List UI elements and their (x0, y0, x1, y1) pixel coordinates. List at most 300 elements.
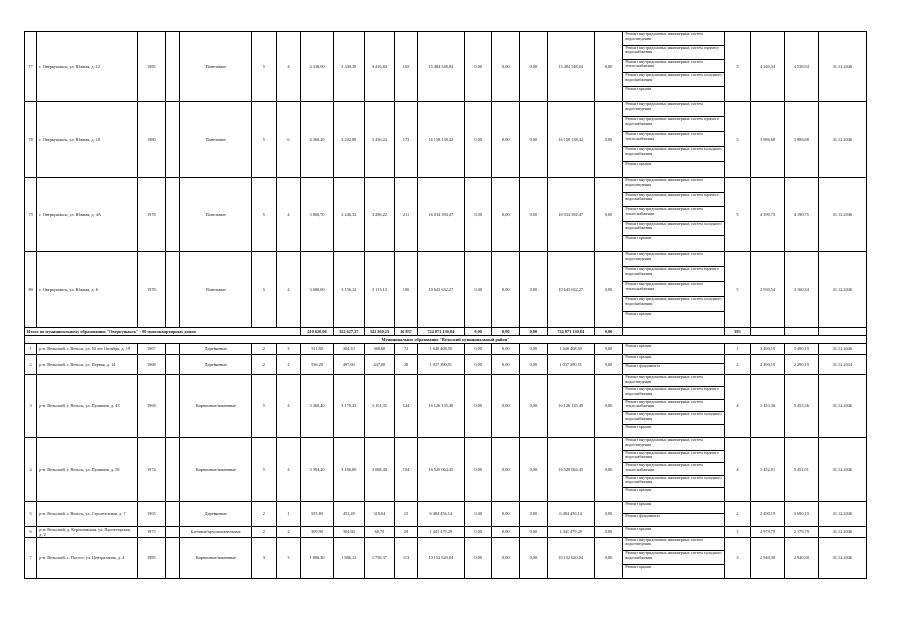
cell-address: р-н. Вельский, г. Вельск, ул. Пушкина, д. 58 (37, 437, 137, 501)
cell-z1: 0,00 (464, 374, 492, 437)
total-cell-empty (784, 327, 818, 335)
table-body (25, 32, 867, 579)
cell-z4: 0,00 (594, 537, 623, 578)
cell-year: 1980 (137, 101, 166, 177)
cell-a1: 3 360,40 (301, 374, 334, 437)
cell-address: р-н. Вельский, г. Вельск, ул. Первая, д. 14 (37, 354, 137, 374)
cell-material: Кирпичные/каменные (180, 437, 252, 501)
table-row (25, 101, 867, 177)
cell-entrances: 4 (276, 32, 301, 102)
empty-cell (166, 251, 180, 327)
cell-res: 124 (395, 374, 418, 437)
cell-a1: 309,90 (301, 526, 334, 537)
cell-floors: 3 (252, 537, 277, 578)
cell-z3: 0,00 (520, 343, 548, 354)
cell-p2: 5 452,01 (784, 437, 818, 501)
cell-entrances: 3 (276, 537, 301, 578)
repair-works-cell (623, 537, 724, 578)
cell-z2: 0,00 (492, 526, 520, 537)
cell-a1: 511,60 (301, 343, 334, 354)
cell-k: 5 (724, 177, 751, 251)
cell-res: 113 (395, 537, 418, 578)
cell-a3: 3 113,13 (364, 251, 395, 327)
cell-a3: 447,00 (364, 354, 395, 374)
cell-entrances: 4 (276, 374, 301, 437)
total-cell-res: 16 837 (395, 327, 418, 335)
table-row (25, 177, 867, 251)
cell-year: 1985 (137, 32, 166, 102)
cell-a1: 3 860,70 (301, 177, 334, 251)
cell-floors: 5 (252, 101, 277, 177)
table-row (25, 501, 867, 526)
cell-p1: 3 490,19 (751, 343, 785, 354)
cell-material: Кирпичные/каменные (180, 537, 252, 578)
repair-work-item: Ремонт крыши (625, 564, 652, 569)
cell-a2: 1 686,12 (333, 537, 364, 578)
empty-cell (166, 101, 180, 177)
cell-date: 31.12.2046 (818, 177, 866, 251)
repair-work-item: Ремонт внутридомовых инженерных систем холодного водоснабжения (623, 147, 723, 162)
cell-z4: 0,00 (594, 177, 623, 251)
table-row (25, 343, 867, 354)
cell-entrances: 2 (276, 526, 301, 537)
cell-a2: 3 246,32 (333, 177, 364, 251)
cell-address: р-н. Вельский, г. Вельск, ул. 50 лет Октября, д. 19 (37, 343, 137, 354)
cell-p1: 2 490,19 (751, 354, 785, 374)
cell-z1: 0,00 (464, 343, 492, 354)
cell-k: 3 (724, 537, 751, 578)
cell-p2: 4 538,94 (784, 32, 818, 102)
repair-work-item: Ремонт внутридомовых инженерных систем водоотведения (623, 178, 723, 193)
total-cell-a3: 342 360,25 (364, 327, 395, 335)
cell-k: 5 (724, 32, 751, 102)
cell-cost2: 16 520 064,45 (547, 437, 594, 501)
cell-entrances: 4 (276, 437, 301, 501)
cell-a2: 3 170,43 (333, 374, 364, 437)
cell-a1: 4 360,20 (301, 101, 334, 177)
cell-z1: 0,00 (464, 177, 492, 251)
cell-p2: 2 290,19 (784, 354, 818, 374)
empty-cell (166, 354, 180, 374)
total-cell-a1: 410 620,06 (301, 327, 334, 335)
cell-address: г. Оверкушакск, ул. Южная, д. 4А (37, 177, 137, 251)
repair-work-item: Ремонт внутридомовых инженерных систем холодного водоснабжения (623, 222, 723, 237)
cell-z2: 0,00 (492, 343, 520, 354)
cell-a3: 3 416,84 (364, 32, 395, 102)
cell-a1: 3 394,20 (301, 437, 334, 501)
section-header-row (25, 335, 867, 343)
cell-num: 7 (25, 537, 37, 578)
cell-z2: 0,00 (492, 437, 520, 501)
cell-entrances: 4 (276, 177, 301, 251)
cell-cost2: 16 034 394,47 (547, 177, 594, 251)
repair-work-item: Ремонт внутридомовых инженерных систем водоотведения (623, 102, 723, 117)
repair-work-item: Ремонт внутридомовых инженерных систем горячего водоснабжения (623, 46, 723, 60)
cell-p2: 2 179,79 (784, 526, 818, 537)
cell-address: р-н. Вельский, г. Вельск, ул. Пушкина, д. 43 (37, 374, 137, 437)
cell-k: 5 (724, 101, 751, 177)
repair-work-item: Ремонт крыши (625, 236, 652, 241)
cell-z2: 0,00 (492, 32, 520, 102)
repair-works-cell (623, 177, 724, 251)
cell-res: 165 (395, 32, 418, 102)
repair-work-item: Ремонт крыши (625, 161, 652, 166)
repair-work-item: Ремонт крыши (625, 526, 652, 531)
cell-year: 1967 (137, 343, 166, 354)
cell-z3: 0,00 (520, 32, 548, 102)
empty-cell (166, 32, 180, 102)
cell-material: Панельные (180, 251, 252, 327)
repair-work-item: Ремонт внутридомовых инженерных систем теплоснабжения (623, 132, 723, 147)
cell-cost: 1 037 390,51 (417, 354, 464, 374)
cell-a1: 3 680,00 (301, 251, 334, 327)
repair-work-item: Ремонт фундамента (625, 364, 660, 369)
cell-res: 15 (395, 501, 418, 526)
cell-cost2: 15 484 548,04 (547, 32, 594, 102)
repair-work-item: Ремонт фундамента (625, 513, 660, 518)
cell-z1: 0,00 (464, 501, 492, 526)
empty-cell (166, 501, 180, 526)
cell-material: Панельные (180, 101, 252, 177)
cell-date: 31.12.2046 (818, 374, 866, 437)
repair-works-cell (623, 437, 724, 501)
cell-num: 77 (25, 32, 37, 102)
cell-date: 31.12.2046 (818, 526, 866, 537)
cell-cost2: 1 640 408,50 (547, 343, 594, 354)
cell-cost2: 1 037 390,51 (547, 354, 594, 374)
cell-cost2: 6 484 456,14 (547, 501, 594, 526)
cell-z3: 0,00 (520, 437, 548, 501)
cell-z4: 0,00 (594, 526, 623, 537)
repair-work-item: Ремонт внутридомовых инженерных систем горячего водоснабжения (623, 193, 723, 208)
cell-material: Блочные/крупнопанельные (180, 526, 252, 537)
repair-work-item: Ремонт внутридомовых инженерных систем теплоснабжения (623, 60, 723, 74)
cell-year: 1978 (137, 251, 166, 327)
cell-year: 1968 (137, 374, 166, 437)
cell-a1: 1 806,30 (301, 537, 334, 578)
repair-work-item: Ремонт внутридомовых инженерных систем водоотведения (623, 538, 723, 551)
cell-a3: 60,70 (364, 526, 395, 537)
total-cell-empty (623, 327, 724, 335)
cell-res: 72 (395, 343, 418, 354)
cell-k: 4 (724, 437, 751, 501)
cell-k: 1 (724, 343, 751, 354)
cell-a1: 4 338,90 (301, 32, 334, 102)
cell-p1: 5 452,01 (751, 437, 785, 501)
cell-cost2: 10 643 632,27 (547, 251, 594, 327)
cell-a2: 3 186,60 (333, 437, 364, 501)
total-cell-cost2: 724 073 130,84 (547, 327, 594, 335)
total-cell-z4: 0,00 (594, 327, 623, 335)
table-row (25, 374, 867, 437)
cell-z3: 0,00 (520, 374, 548, 437)
cell-year: 1975 (137, 526, 166, 537)
cell-p2: 3 160,34 (784, 251, 818, 327)
cell-num: 2 (25, 354, 37, 374)
cell-a3: 3 151,35 (364, 374, 395, 437)
cell-material: Деревянные (180, 343, 252, 354)
total-cell-z2: 0,00 (492, 327, 520, 335)
cell-date: 31.12.2046 (818, 251, 866, 327)
repair-works-cell (623, 101, 724, 177)
cell-res: 190 (395, 251, 418, 327)
cell-address: р-н. Вельский, г. Вельск, ул. Строительная, д. 7 (37, 501, 137, 526)
empty-cell (166, 437, 180, 501)
repair-work-item: Ремонт внутридомовых инженерных систем холодного водоснабжения (623, 551, 723, 564)
cell-a3: 318,04 (364, 501, 395, 526)
repair-work-item: Ремонт внутридомовых инженерных систем водоотведения (623, 252, 723, 267)
repair-work-item: Ремонт внутридомовых инженерных систем холодного водоснабжения (623, 412, 723, 424)
cell-a3: 1 758,37 (364, 537, 395, 578)
cell-floors: 5 (252, 251, 277, 327)
cell-p1: 2 930,54 (751, 251, 785, 327)
repair-work-item: Ремонт внутридомовых инженерных систем теплоснабжения (623, 207, 723, 222)
repair-work-item: Ремонт внутридомовых инженерных систем горячего водоснабжения (623, 451, 723, 464)
cell-p1: 5 453,36 (751, 374, 785, 437)
capital-repair-table (24, 31, 867, 579)
empty-cell (166, 177, 180, 251)
cell-z1: 0,00 (464, 101, 492, 177)
cell-a1: 536,20 (301, 354, 334, 374)
cell-z3: 0,00 (520, 526, 548, 537)
cell-a2: 3 242,80 (333, 101, 364, 177)
repair-work-item: Ремонт крыши (625, 311, 652, 316)
repair-work-item: Ремонт внутридомовых инженерных систем горячего водоснабжения (623, 387, 723, 399)
repair-work-item: Ремонт внутридомовых инженерных систем холодного водоснабжения (623, 297, 723, 312)
repair-works-cell (623, 343, 724, 354)
repair-work-item: Ремонт крыши (625, 424, 652, 429)
cell-cost: 16 158 138,42 (417, 101, 464, 177)
cell-z1: 0,00 (464, 537, 492, 578)
cell-entrances: 6 (276, 101, 301, 177)
cell-k: 1 (724, 526, 751, 537)
empty-cell (166, 526, 180, 537)
cell-a2: 497,60 (333, 354, 364, 374)
cell-k: 2 (724, 501, 751, 526)
repair-works-cell (623, 354, 724, 374)
cell-floors: 5 (252, 32, 277, 102)
repair-work-item: Ремонт внутридомовых инженерных систем холодного водоснабжения (623, 476, 723, 489)
cell-z4: 0,00 (594, 32, 623, 102)
cell-material: Кирпичные/каменные (180, 374, 252, 437)
cell-year: 1976 (137, 177, 166, 251)
cell-a3: 368,60 (364, 343, 395, 354)
table-row (25, 526, 867, 537)
repair-work-item: Ремонт внутридомовых инженерных систем теплоснабжения (623, 400, 723, 412)
cell-a2: 451,28 (333, 501, 364, 526)
cell-cost: 16 520 064,45 (417, 437, 464, 501)
total-cell-z1: 0,00 (464, 327, 492, 335)
cell-z3: 0,00 (520, 537, 548, 578)
cell-num: 3 (25, 374, 37, 437)
cell-entrances: 4 (276, 251, 301, 327)
cell-p1: 2 490,19 (751, 501, 785, 526)
repair-works-cell (623, 374, 724, 437)
repair-work-item: Ремонт внутридомовых инженерных систем горячего водоснабжения (623, 267, 723, 282)
table-row (25, 251, 867, 327)
section-title: Муниципальное образование "Вельский муниципальный район" (25, 335, 867, 343)
cell-address: г. Оверкушакск, ул. Южная, д. 18 (37, 101, 137, 177)
cell-cost2: 16 158 138,42 (547, 101, 594, 177)
cell-a2: 3 340,30 (333, 32, 364, 102)
table-row (25, 354, 867, 374)
cell-a1: 555,80 (301, 501, 334, 526)
cell-res: 211 (395, 177, 418, 251)
cell-date: 31.12.2046 (818, 537, 866, 578)
repair-works-cell (623, 501, 724, 526)
cell-res: 172 (395, 101, 418, 177)
cell-cost: 16 034 394,47 (417, 177, 464, 251)
cell-num: 1 (25, 343, 37, 354)
cell-year: 1968 (137, 354, 166, 374)
cell-z3: 0,00 (520, 251, 548, 327)
total-row (25, 327, 867, 335)
cell-res: 20 (395, 526, 418, 537)
cell-p2: 2 940,30 (784, 537, 818, 578)
cell-date: 31.12.2034 (818, 354, 866, 374)
cell-address: г. Оверкушакск, ул. Южная, д. 12 (37, 32, 137, 102)
repair-work-item: Ремонт крыши (625, 488, 652, 493)
cell-floors: 2 (252, 343, 277, 354)
cell-num: 78 (25, 101, 37, 177)
total-label: Итого по муниципальному образованию "Оверкушакск" - 80 многоквартирных домов (25, 327, 301, 335)
cell-material: Панельные (180, 32, 252, 102)
cell-z3: 0,00 (520, 501, 548, 526)
cell-a3: 3 068,40 (364, 437, 395, 501)
cell-z1: 0,00 (464, 32, 492, 102)
cell-k: 4 (724, 374, 751, 437)
cell-num: 5 (25, 501, 37, 526)
cell-entrances: 2 (276, 354, 301, 374)
cell-z2: 0,00 (492, 251, 520, 327)
cell-k: 2 (724, 354, 751, 374)
cell-z2: 0,00 (492, 354, 520, 374)
cell-z3: 0,00 (520, 354, 548, 374)
cell-cost: 6 484 456,14 (417, 501, 464, 526)
cell-entrances: 3 (276, 343, 301, 354)
cell-k: 5 (724, 251, 751, 327)
cell-z1: 0,00 (464, 526, 492, 537)
cell-z3: 0,00 (520, 101, 548, 177)
cell-p1: 2 979,79 (751, 526, 785, 537)
cell-z4: 0,00 (594, 374, 623, 437)
cell-date: 31.12.2046 (818, 32, 866, 102)
cell-material: Деревянные (180, 354, 252, 374)
table-row (25, 537, 867, 578)
cell-z2: 0,00 (492, 537, 520, 578)
total-cell-cost: 724 073 130,84 (417, 327, 464, 335)
repair-work-item: Ремонт крыши (625, 343, 652, 348)
repair-work-item: Ремонт крыши (625, 87, 652, 92)
cell-z2: 0,00 (492, 374, 520, 437)
cell-floors: 2 (252, 526, 277, 537)
cell-p2: 3 986,68 (784, 101, 818, 177)
cell-date: 31.12.2046 (818, 437, 866, 501)
cell-z4: 0,00 (594, 437, 623, 501)
cell-address: р-н. Вельский, с. Погост, ул. Центральная, д. 4 (37, 537, 137, 578)
cell-year: 1974 (137, 437, 166, 501)
cell-address: г. Оверкушакск, ул. Южная, д. 6 (37, 251, 137, 327)
repair-work-item: Ремонт внутридомовых инженерных систем горячего водоснабжения (623, 117, 723, 132)
cell-p1: 4 340,34 (751, 32, 785, 102)
cell-z4: 0,00 (594, 251, 623, 327)
table-row (25, 437, 867, 501)
cell-p2: 3 690,19 (784, 501, 818, 526)
cell-z4: 0,00 (594, 354, 623, 374)
repair-work-item: Ремонт крыши (623, 355, 723, 365)
cell-cost: 10 152 620,04 (417, 537, 464, 578)
cell-date: 31.12.2046 (818, 501, 866, 526)
cell-p2: 5 453,36 (784, 374, 818, 437)
cell-num: 80 (25, 251, 37, 327)
cell-floors: 2 (252, 501, 277, 526)
cell-cost: 1 640 408,50 (417, 343, 464, 354)
cell-z3: 0,00 (520, 177, 548, 251)
cell-p1: 3 986,68 (751, 101, 785, 177)
total-cell-a2: 352 627,37 (333, 327, 364, 335)
cell-z4: 0,00 (594, 501, 623, 526)
repair-works-cell (623, 32, 724, 102)
cell-p1: 4 190,75 (751, 177, 785, 251)
cell-date: 31.12.2046 (818, 343, 866, 354)
table-row (25, 32, 867, 102)
cell-z4: 0,00 (594, 101, 623, 177)
cell-a3: 3 286,22 (364, 177, 395, 251)
cell-floors: 5 (252, 177, 277, 251)
cell-res: 194 (395, 437, 418, 501)
cell-z2: 0,00 (492, 177, 520, 251)
repair-work-item: Ремонт внутридомовых инженерных систем водоотведения (623, 32, 723, 46)
cell-address: р-н. Вельский, д. Курошинская, ул. Пролетарская, д. 2 (37, 526, 137, 537)
cell-cost2: 1 441 479,29 (547, 526, 594, 537)
cell-num: 4 (25, 437, 37, 501)
empty-cell (166, 374, 180, 437)
total-cell-empty (818, 327, 866, 335)
empty-cell (166, 343, 180, 354)
cell-a2: 3 156,12 (333, 251, 364, 327)
cell-date: 31.12.2046 (818, 101, 866, 177)
cell-entrances: 1 (276, 501, 301, 526)
cell-cost2: 16 126 135,49 (547, 374, 594, 437)
cell-z2: 0,00 (492, 101, 520, 177)
repair-work-item: Ремонт внутридомовых инженерных систем теплоснабжения (623, 463, 723, 476)
empty-cell (166, 537, 180, 578)
repair-work-item: Ремонт крыши (623, 502, 723, 514)
cell-cost: 10 643 632,27 (417, 251, 464, 327)
cell-p2: 4 190,75 (784, 177, 818, 251)
cell-material: Панельные (180, 177, 252, 251)
repair-works-cell (623, 251, 724, 327)
cell-year: 1985 (137, 537, 166, 578)
cell-cost2: 10 152 620,04 (547, 537, 594, 578)
cell-cost: 1 441 479,29 (417, 526, 464, 537)
cell-a2: 364,10 (333, 343, 364, 354)
cell-z2: 0,00 (492, 501, 520, 526)
total-cell-z3: 0,00 (520, 327, 548, 335)
total-cell-k: 393 (724, 327, 751, 335)
repair-work-item: Ремонт внутридомовых инженерных систем водоотведения (623, 438, 723, 451)
cell-num: 6 (25, 526, 37, 537)
cell-z4: 0,00 (594, 343, 623, 354)
repair-works-cell (623, 526, 724, 537)
repair-work-item: Ремонт внутридомовых инженерных систем холодного водоснабжения (623, 73, 723, 87)
cell-p1: 2 940,30 (751, 537, 785, 578)
total-cell-empty (751, 327, 785, 335)
cell-a2: 304,60 (333, 526, 364, 537)
cell-year: 1965 (137, 501, 166, 526)
cell-z1: 0,00 (464, 437, 492, 501)
cell-num: 79 (25, 177, 37, 251)
